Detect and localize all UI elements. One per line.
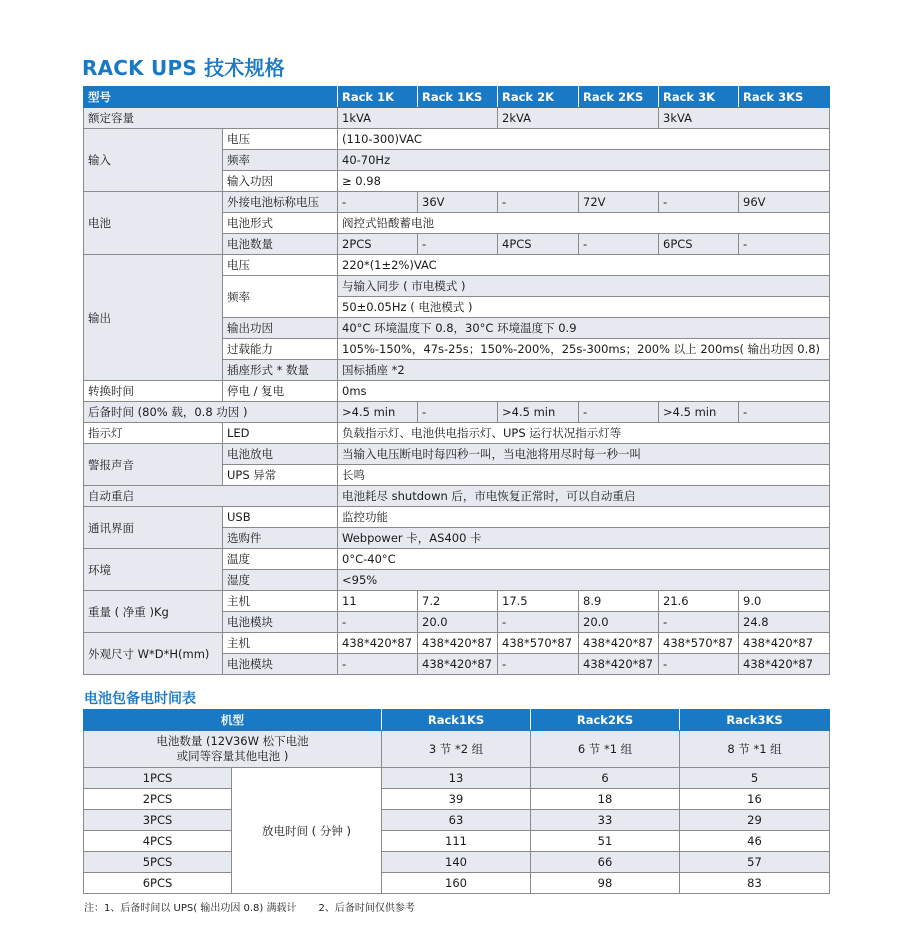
value-output-pf: 40°C 环境温度下 0.8，30°C 环境温度下 0.9	[338, 318, 830, 339]
row-capacity	[84, 108, 830, 129]
footnote-2: 2、后备时间仅供参考	[318, 903, 415, 914]
label-dimension: 外观尺寸 W*D*H(mm)	[84, 633, 223, 675]
label-capacity: 额定容量	[84, 108, 338, 129]
backup-value: 140	[382, 852, 531, 873]
value-weight-main: 8.9	[579, 591, 659, 612]
backup-value: 5	[680, 768, 830, 789]
pcs-label: 5PCS	[84, 852, 232, 873]
footnote-1: 注：1、后备时间以 UPS( 输出功因 0.8) 满载计	[84, 903, 297, 914]
footnote	[84, 899, 415, 914]
value-output-frequency-2: 50±0.05Hz ( 电池模式 )	[338, 297, 830, 318]
value-dimension-main: 438*570*87	[498, 633, 579, 654]
label-input: 输入	[84, 129, 223, 192]
header-machine-type: 机型	[84, 710, 382, 731]
value-ext-voltage: 36V	[418, 192, 498, 213]
label-output-pf: 输出功因	[223, 318, 338, 339]
value-capacity-2k: 2kVA	[498, 108, 659, 129]
backup-value: 18	[531, 789, 680, 810]
row-output-voltage	[84, 255, 830, 276]
backup-table-title: 电池包备电时间表	[84, 691, 196, 707]
battery-count-label-line1: 电池数量 (12V36W 松下电池	[156, 734, 309, 748]
backup-summary-row	[84, 731, 830, 768]
row-backup	[84, 402, 830, 423]
row-comm-usb	[84, 507, 830, 528]
label-output-overload: 过载能力	[223, 339, 338, 360]
header-rack-1k: Rack 1K	[338, 87, 418, 108]
label-battery-ext-voltage: 外接电池标称电压	[223, 192, 338, 213]
spec-header-row	[84, 87, 830, 108]
value-indicator: 负载指示灯、电池供电指示灯、UPS 运行状况指示灯等	[338, 423, 830, 444]
value-output-socket: 国标插座 *2	[338, 360, 830, 381]
value-battery-count: -	[579, 234, 659, 255]
label-input-pf: 输入功因	[223, 171, 338, 192]
row-alarm-discharge	[84, 444, 830, 465]
header-rack-3k: Rack 3K	[659, 87, 739, 108]
header-rack-1ks: Rack 1KS	[418, 87, 498, 108]
value-output-frequency-1: 与输入同步 ( 市电模式 )	[338, 276, 830, 297]
label-dimension-main: 主机	[223, 633, 338, 654]
value-dimension-main: 438*420*87	[739, 633, 830, 654]
value-backup: >4.5 min	[338, 402, 418, 423]
value-battery-count: -	[739, 234, 830, 255]
value-battery-count: 2PCS	[338, 234, 418, 255]
value-dimension-module: -	[498, 654, 579, 675]
row-dimension-main	[84, 633, 830, 654]
backup-value: 51	[531, 831, 680, 852]
value-input-pf: ≥ 0.98	[338, 171, 830, 192]
header-rack-3ks: Rack 3KS	[739, 87, 830, 108]
battery-config-rack3ks: 8 节 *1 组	[680, 731, 830, 768]
value-output-overload: 105%-150%，47s-25s；150%-200%，25s-300ms；200% 以上 200ms( 输出功因 0.8)	[338, 339, 830, 360]
row-weight-main	[84, 591, 830, 612]
header-rack3ks: Rack3KS	[680, 710, 830, 731]
label-input-voltage: 电压	[223, 129, 338, 150]
value-dimension-main: 438*420*87	[418, 633, 498, 654]
header-rack1ks: Rack1KS	[382, 710, 531, 731]
header-model: 型号	[84, 87, 338, 108]
value-battery-count: 6PCS	[659, 234, 739, 255]
value-capacity-3k: 3kVA	[659, 108, 830, 129]
row-env-temp	[84, 549, 830, 570]
value-restart: 电池耗尽 shutdown 后，市电恢复正常时，可以自动重启	[338, 486, 830, 507]
label-comm-usb: USB	[223, 507, 338, 528]
backup-time-table	[83, 709, 830, 894]
spec-table	[83, 86, 830, 675]
label-env: 环境	[84, 549, 223, 591]
header-rack2ks: Rack2KS	[531, 710, 680, 731]
battery-config-rack2ks: 6 节 *1 组	[531, 731, 680, 768]
backup-value: 16	[680, 789, 830, 810]
value-dimension-module: -	[338, 654, 418, 675]
label-alarm: 警报声音	[84, 444, 223, 486]
backup-value: 66	[531, 852, 680, 873]
label-battery-type: 电池形式	[223, 213, 338, 234]
label-input-frequency: 频率	[223, 150, 338, 171]
label-alarm-discharge: 电池放电	[223, 444, 338, 465]
value-input-frequency: 40-70Hz	[338, 150, 830, 171]
value-alarm-discharge: 当输入电压断电时每四秒一叫，当电池将用尽时每一秒一叫	[338, 444, 830, 465]
value-weight-module: -	[338, 612, 418, 633]
label-env-humidity: 湿度	[223, 570, 338, 591]
value-weight-main: 17.5	[498, 591, 579, 612]
row-indicator	[84, 423, 830, 444]
value-weight-module: -	[498, 612, 579, 633]
value-transfer: 0ms	[338, 381, 830, 402]
label-comm-option: 选购件	[223, 528, 338, 549]
value-comm-usb: 监控功能	[338, 507, 830, 528]
label-weight: 重量 ( 净重 )Kg	[84, 591, 223, 633]
value-dimension-module: 438*420*87	[739, 654, 830, 675]
value-comm-option: Webpower 卡，AS400 卡	[338, 528, 830, 549]
battery-count-label	[84, 731, 382, 768]
value-weight-module: -	[659, 612, 739, 633]
value-ext-voltage: 96V	[739, 192, 830, 213]
label-indicator-sub: LED	[223, 423, 338, 444]
value-battery-type: 阀控式铅酸蓄电池	[338, 213, 830, 234]
value-weight-module: 20.0	[579, 612, 659, 633]
value-ext-voltage: 72V	[579, 192, 659, 213]
label-output-voltage: 电压	[223, 255, 338, 276]
pcs-label: 2PCS	[84, 789, 232, 810]
pcs-label: 3PCS	[84, 810, 232, 831]
row-input-voltage	[84, 129, 830, 150]
label-env-temp: 温度	[223, 549, 338, 570]
value-ext-voltage: -	[338, 192, 418, 213]
label-output-frequency: 频率	[223, 276, 338, 318]
value-env-humidity: <95%	[338, 570, 830, 591]
value-weight-main: 9.0	[739, 591, 830, 612]
value-weight-module: 24.8	[739, 612, 830, 633]
label-weight-main: 主机	[223, 591, 338, 612]
value-dimension-main: 438*420*87	[338, 633, 418, 654]
header-rack-2ks: Rack 2KS	[579, 87, 659, 108]
value-dimension-module: -	[659, 654, 739, 675]
header-rack-2k: Rack 2K	[498, 87, 579, 108]
backup-value: 39	[382, 789, 531, 810]
backup-value: 98	[531, 873, 680, 894]
value-weight-main: 11	[338, 591, 418, 612]
backup-value: 6	[531, 768, 680, 789]
value-input-voltage: (110-300)VAC	[338, 129, 830, 150]
backup-value: 46	[680, 831, 830, 852]
backup-value: 33	[531, 810, 680, 831]
label-transfer: 转换时间	[84, 381, 223, 402]
label-restart: 自动重启	[84, 486, 338, 507]
backup-value: 63	[382, 810, 531, 831]
backup-value: 57	[680, 852, 830, 873]
row-restart	[84, 486, 830, 507]
value-env-temp: 0°C-40°C	[338, 549, 830, 570]
backup-row	[84, 852, 830, 873]
value-capacity-1k: 1kVA	[338, 108, 498, 129]
label-transfer-sub: 停电 / 复电	[223, 381, 338, 402]
value-output-voltage: 220*(1±2%)VAC	[338, 255, 830, 276]
value-ext-voltage: -	[498, 192, 579, 213]
label-backup: 后备时间 (80% 载，0.8 功因 )	[84, 402, 338, 423]
value-dimension-main: 438*420*87	[579, 633, 659, 654]
label-weight-module: 电池模块	[223, 612, 338, 633]
label-battery-count: 电池数量	[223, 234, 338, 255]
row-battery-ext-voltage	[84, 192, 830, 213]
backup-row	[84, 810, 830, 831]
value-weight-main: 21.6	[659, 591, 739, 612]
value-backup: >4.5 min	[498, 402, 579, 423]
backup-row	[84, 873, 830, 894]
battery-count-label-line2: 或同等容量其他电池 )	[176, 749, 289, 763]
battery-config-rack1ks: 3 节 *2 组	[382, 731, 531, 768]
row-transfer	[84, 381, 830, 402]
page-title: RACK UPS 技术规格	[82, 56, 285, 80]
value-dimension-module: 438*420*87	[418, 654, 498, 675]
discharge-time-label: 放电时间 ( 分钟 )	[232, 768, 382, 894]
backup-value: 83	[680, 873, 830, 894]
label-battery: 电池	[84, 192, 223, 255]
backup-row	[84, 768, 830, 789]
value-weight-main: 7.2	[418, 591, 498, 612]
label-output: 输出	[84, 255, 223, 381]
value-battery-count: -	[418, 234, 498, 255]
value-backup: -	[418, 402, 498, 423]
backup-value: 29	[680, 810, 830, 831]
value-dimension-main: 438*570*87	[659, 633, 739, 654]
value-battery-count: 4PCS	[498, 234, 579, 255]
label-dimension-module: 电池模块	[223, 654, 338, 675]
backup-row	[84, 831, 830, 852]
backup-row	[84, 789, 830, 810]
value-alarm-fault: 长鸣	[338, 465, 830, 486]
pcs-label: 6PCS	[84, 873, 232, 894]
value-weight-module: 20.0	[418, 612, 498, 633]
value-backup: -	[579, 402, 659, 423]
value-backup: >4.5 min	[659, 402, 739, 423]
backup-value: 160	[382, 873, 531, 894]
backup-value: 111	[382, 831, 531, 852]
pcs-label: 1PCS	[84, 768, 232, 789]
backup-value: 13	[382, 768, 531, 789]
label-alarm-fault: UPS 异常	[223, 465, 338, 486]
backup-header-row	[84, 710, 830, 731]
value-dimension-module: 438*420*87	[579, 654, 659, 675]
pcs-label: 4PCS	[84, 831, 232, 852]
value-ext-voltage: -	[659, 192, 739, 213]
value-backup: -	[739, 402, 830, 423]
label-comm: 通讯界面	[84, 507, 223, 549]
label-output-socket: 插座形式 * 数量	[223, 360, 338, 381]
label-indicator: 指示灯	[84, 423, 223, 444]
